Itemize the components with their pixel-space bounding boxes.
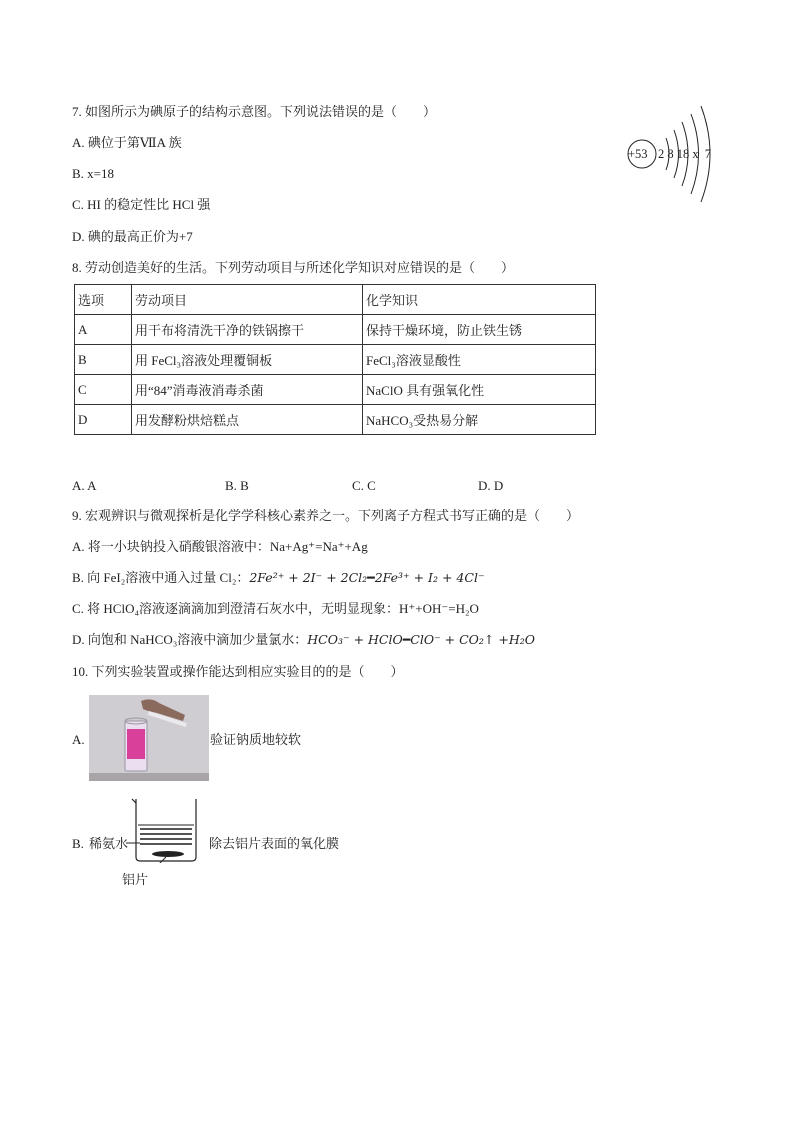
q9-option-b-text: B. 向 FeI₂溶液中通入过量 Cl₂： <box>72 570 250 585</box>
q10-stem: 10. 下列实验装置或操作能达到相应实验目的的是（ ） <box>72 664 404 679</box>
q9-option-a: A. 将一小块钠投入硝酸银溶液中：Na+Ag⁺=Na⁺+Ag <box>72 539 368 554</box>
q8-option-c: C. C <box>352 478 376 493</box>
q8-option-b: B. B <box>225 478 249 493</box>
q9-option-b-equation: 2Fe²⁺ + 2I⁻ + 2Cl₂━2Fe³⁺ + I₂ + 4Cl⁻ <box>249 570 485 585</box>
q8-option-a: A. A <box>72 478 97 493</box>
beaker-liquid-label: 稀氨水 <box>89 836 129 851</box>
table-cell: C <box>75 375 132 405</box>
table-header-row <box>75 285 596 315</box>
table-cell: 用发酵粉烘焙糕点 <box>132 405 363 435</box>
table-cell: D <box>75 405 132 435</box>
table-cell: 用 FeCl₃溶液处理覆铜板 <box>132 345 363 375</box>
table-cell: A <box>75 315 132 345</box>
table-cell: 用“84”消毒液消毒杀菌 <box>132 375 363 405</box>
q10-option-b-text: 除去铝片表面的氧化膜 <box>209 836 340 851</box>
q9-option-d-text: D. 向饱和 NaHCO₃溶液中滴加少量氯水： <box>72 632 308 647</box>
q10-option-b-label: B. <box>72 836 84 851</box>
sodium-cutting-photo <box>89 695 209 781</box>
q9-option-d-equation: HCO₃⁻ + HClO━ClO⁻ + CO₂↑ +H₂O <box>307 632 535 647</box>
table-cell: NaClO 具有强氧化性 <box>363 375 596 405</box>
table-row <box>75 315 596 345</box>
beaker-diagram <box>126 797 210 863</box>
q8-option-d: D. D <box>478 478 504 493</box>
q7-option-a: A. 碘位于第ⅦA 族 <box>72 135 182 150</box>
header-knowledge: 化学知识 <box>363 285 596 315</box>
header-option: 选项 <box>75 285 132 315</box>
table-row <box>75 345 596 375</box>
q10-option-a-text: 验证钠质地较软 <box>210 732 302 747</box>
q7-option-c: C. HI 的稳定性比 HCl 强 <box>72 197 211 212</box>
q9-option-b <box>72 570 485 586</box>
table-cell: B <box>75 345 132 375</box>
q9-stem: 9. 宏观辨识与微观探析是化学学科核心素养之一。下列离子方程式书写正确的是（ ） <box>72 508 580 523</box>
q8-stem: 8. 劳动创造美好的生活。下列劳动项目与所述化学知识对应错误的是（ ） <box>72 260 515 275</box>
q10-option-a-label: A. <box>72 732 85 747</box>
q7-option-b: B. x=18 <box>72 166 115 181</box>
table-cell: 用干布将清洗干净的铁锅擦干 <box>132 315 363 345</box>
q7-stem: 7. 如图所示为碘原子的结构示意图。下列说法错误的是（ ） <box>72 104 437 119</box>
table-row <box>75 375 596 405</box>
atom-shell-electrons: 2 8 18 x 7 <box>658 147 712 161</box>
q9-option-c: C. 将 HClO₄溶液逐滴滴加到澄清石灰水中，无明显现象：H⁺+OH⁻=H₂O <box>72 601 479 616</box>
table-row <box>75 405 596 435</box>
table-cell: FeCl₃溶液显酸性 <box>363 345 596 375</box>
q8-table <box>74 284 596 435</box>
header-labor: 劳动项目 <box>132 285 363 315</box>
beaker-solid-label: 铝片 <box>122 872 149 887</box>
q7-option-d: D. 碘的最高正价为+7 <box>72 229 193 244</box>
table-cell: NaHCO₃受热易分解 <box>363 405 596 435</box>
table-cell: 保持干燥环境，防止铁生锈 <box>363 315 596 345</box>
q9-option-d <box>72 632 535 648</box>
atom-nucleus-charge: +53 <box>628 147 648 161</box>
